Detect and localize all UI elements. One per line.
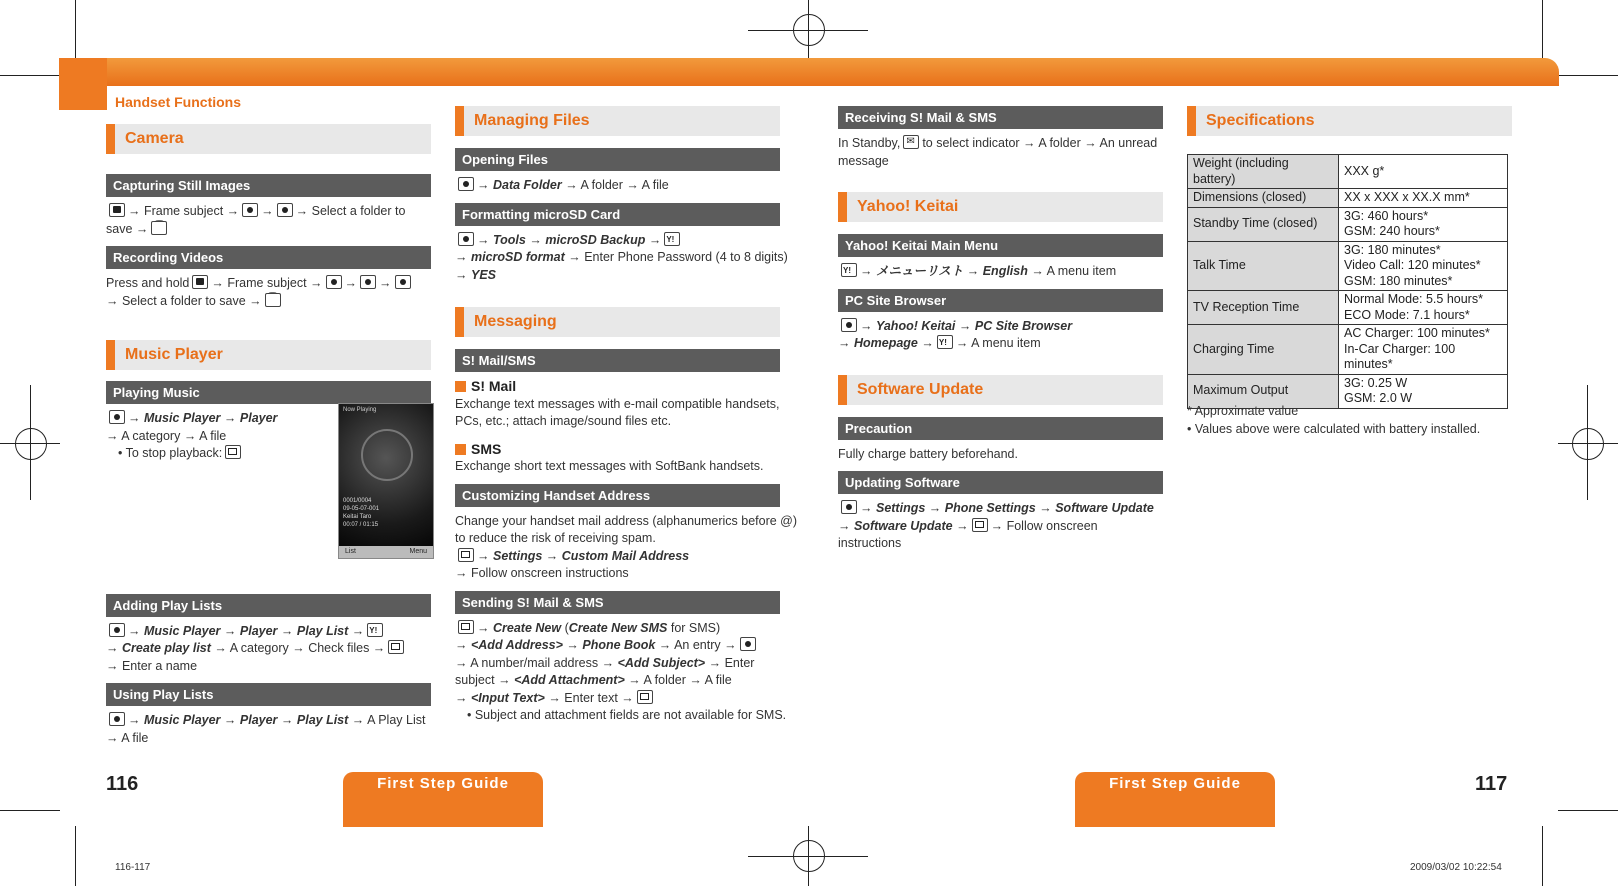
instruction-line: → <Input Text> → Enter text → bbox=[455, 690, 780, 708]
spec-value-line: 3G: 180 minutes* bbox=[1344, 242, 1441, 257]
spec-row bbox=[1188, 155, 1508, 189]
mail-key-icon bbox=[388, 640, 404, 654]
subsection-using-play-lists: Using Play Lists bbox=[106, 683, 431, 706]
instruction-line: → Settings → Custom Mail Address bbox=[455, 548, 780, 566]
file-range-label: 116-117 bbox=[115, 862, 151, 873]
instruction-note: • To stop playback: bbox=[106, 445, 431, 463]
center-key-icon bbox=[326, 275, 342, 289]
subsection-pc-site-browser: PC Site Browser bbox=[838, 289, 1163, 312]
instruction-line: → Follow onscreen instructions bbox=[455, 566, 629, 580]
center-key-icon bbox=[841, 318, 857, 332]
subsection-formatting-microsd: Formatting microSD Card bbox=[455, 203, 780, 226]
paragraph-line: Change your handset mail address (alphanumerics before @) bbox=[455, 513, 798, 528]
center-key-icon bbox=[360, 275, 376, 289]
subsection-customizing-address: Customizing Handset Address bbox=[455, 484, 780, 507]
specifications-table bbox=[1187, 154, 1508, 409]
spec-value-line: 3G: 460 hours* bbox=[1344, 208, 1429, 223]
instruction-line: → microSD format → Enter Phone Password (4 to 8 digits) bbox=[455, 250, 788, 264]
subsection-adding-play-lists: Adding Play Lists bbox=[106, 594, 431, 617]
mail-key-icon bbox=[972, 518, 988, 532]
crop-mark bbox=[1558, 75, 1618, 76]
spec-value bbox=[1339, 325, 1508, 375]
instruction-line: → Enter a name bbox=[106, 658, 198, 673]
spec-value-line: In-Car Charger: 100 minutes* bbox=[1344, 341, 1456, 371]
subsection-updating-software: Updating Software bbox=[838, 471, 1163, 494]
instruction-line: → Tools → microSD Backup →Y! bbox=[455, 232, 780, 250]
page-number-left: 116 bbox=[106, 773, 139, 795]
spec-note: • Values above were calculated with battery installed. bbox=[1187, 421, 1481, 436]
header-tab bbox=[59, 58, 107, 110]
instruction-line: → Music Player → Player → Play List → A Play List bbox=[106, 712, 431, 730]
instruction-line: → Homepage →Y! → A menu item bbox=[838, 335, 1163, 353]
crop-mark bbox=[1542, 826, 1543, 886]
paragraph-line: Exchange short text messages with SoftBank handsets. bbox=[455, 459, 764, 473]
track-info: 0001/0004 09-05-07-001 Keitai Taro 00:07 / 01:15 bbox=[343, 498, 380, 528]
mail-key-icon bbox=[458, 548, 474, 562]
spec-note: * Approximate value bbox=[1187, 404, 1299, 418]
center-key-icon bbox=[277, 203, 293, 217]
subsection-capturing-still: Capturing Still Images bbox=[106, 174, 431, 197]
center-key-icon bbox=[395, 275, 411, 289]
spec-value-line: XXX g* bbox=[1344, 163, 1385, 178]
instruction-line: → Settings → Phone Settings → Software Update bbox=[838, 500, 1163, 518]
page-number-right: 117 bbox=[1475, 773, 1508, 795]
spec-value bbox=[1339, 207, 1508, 241]
instruction-line: → Software Update → → Follow onscreen bbox=[838, 518, 1098, 533]
spec-label: Charging Time bbox=[1188, 325, 1339, 375]
crop-mark bbox=[0, 810, 60, 811]
subsection-receiving-mail: Receiving S! Mail & SMS bbox=[838, 106, 1163, 129]
center-key-icon bbox=[841, 500, 857, 514]
crop-mark bbox=[1558, 810, 1618, 811]
instruction-line: save →⌒ bbox=[106, 221, 431, 239]
spec-value-line: AC Charger: 100 minutes* bbox=[1344, 326, 1490, 340]
instruction-line: → Data Folder → A folder → A file bbox=[455, 177, 780, 195]
registration-mark bbox=[1572, 428, 1604, 460]
spec-value-line: 3G: 0.25 W bbox=[1344, 375, 1408, 390]
instruction-line: → Create New (Create New SMS for SMS) bbox=[455, 620, 780, 638]
spec-label: TV Reception Time bbox=[1188, 291, 1339, 325]
instruction-line: Press and hold → Frame subject → → → bbox=[106, 275, 431, 293]
mail-key-icon bbox=[458, 620, 474, 634]
registration-mark bbox=[793, 14, 825, 46]
paragraph-line: PCs, etc.; attach image/sound files etc. bbox=[455, 414, 672, 428]
spec-label: Dimensions (closed) bbox=[1188, 189, 1339, 208]
phone-screen-illustration bbox=[338, 403, 434, 559]
spec-label: Weight (including battery) bbox=[1188, 155, 1339, 189]
spec-value-line: Video Call: 120 minutes* bbox=[1344, 258, 1481, 272]
instruction-line: subject → <Add Attachment> → A folder → A file bbox=[455, 673, 732, 687]
center-key-icon bbox=[109, 410, 125, 424]
yahoo-key-icon bbox=[367, 623, 383, 637]
orange-square-icon bbox=[455, 381, 466, 392]
running-head: Handset Functions bbox=[115, 94, 242, 110]
first-step-guide-tab-left: First Step Guide bbox=[343, 772, 543, 827]
center-key-icon bbox=[458, 177, 474, 191]
column-2 bbox=[455, 106, 798, 725]
paragraph-line: Fully charge battery beforehand. bbox=[838, 446, 1018, 461]
instruction-line: → Yahoo! Keitai → PC Site Browser bbox=[838, 318, 1163, 336]
subsection-precaution: Precaution bbox=[838, 417, 1163, 440]
column-3 bbox=[838, 98, 1163, 553]
spec-value bbox=[1339, 291, 1508, 325]
spec-value bbox=[1339, 189, 1508, 208]
section-managing-files: Managing Files bbox=[455, 106, 780, 136]
print-timestamp: 2009/03/02 10:22:54 bbox=[1410, 862, 1502, 873]
spec-row bbox=[1188, 291, 1508, 325]
center-key-icon bbox=[242, 203, 258, 217]
instruction-line: → YES bbox=[455, 267, 496, 282]
yahoo-key-icon bbox=[841, 263, 857, 277]
spec-value-line: XX x XXX x XX.X mm* bbox=[1344, 190, 1470, 204]
orange-square-icon bbox=[455, 444, 466, 455]
section-music-player: Music Player bbox=[106, 340, 431, 370]
music-disc-graphic bbox=[361, 429, 413, 481]
spec-value-line: GSM: 180 minutes* bbox=[1344, 273, 1453, 288]
instruction-line: → A number/mail address → <Add Subject> → Enter bbox=[455, 655, 755, 670]
yahoo-key-icon bbox=[937, 335, 953, 349]
crop-mark bbox=[75, 0, 76, 60]
spec-row bbox=[1188, 189, 1508, 208]
subsection-smail-sms: S! Mail/SMS bbox=[455, 349, 780, 372]
center-key-icon bbox=[458, 232, 474, 246]
instruction-line: → A file bbox=[106, 730, 149, 745]
spec-label: Standby Time (closed) bbox=[1188, 207, 1339, 241]
section-messaging: Messaging bbox=[455, 307, 780, 337]
mail-key-icon bbox=[225, 445, 241, 459]
column-4 bbox=[1187, 106, 1512, 136]
instruction-line: → Music Player → Player → Play List →Y! bbox=[106, 623, 431, 641]
instruction-line: instructions bbox=[838, 536, 902, 550]
spec-value-line: GSM: 240 hours* bbox=[1344, 224, 1440, 238]
spec-value bbox=[1339, 241, 1508, 291]
camera-key-icon bbox=[109, 203, 125, 217]
spec-label: Maximum Output bbox=[1188, 374, 1339, 408]
instruction-line: message bbox=[838, 153, 889, 168]
paragraph-line: Exchange text messages with e-mail compatible handsets, bbox=[455, 396, 780, 411]
subsection-opening-files: Opening Files bbox=[455, 148, 780, 171]
first-step-guide-tab-right: First Step Guide bbox=[1075, 772, 1275, 827]
instruction-line: → A category → A file bbox=[106, 428, 227, 443]
spec-value-line: Normal Mode: 5.5 hours* bbox=[1344, 292, 1483, 306]
heading-sms: SMS bbox=[455, 441, 780, 459]
now-playing-label: Now Playing bbox=[343, 407, 377, 413]
instruction-line: → Frame subject → → → Select a folder to bbox=[106, 203, 431, 221]
subsection-sending-mail: Sending S! Mail & SMS bbox=[455, 591, 780, 614]
spec-value-line: ECO Mode: 7.1 hours* bbox=[1344, 307, 1470, 322]
center-key-icon bbox=[109, 623, 125, 637]
crop-mark bbox=[0, 75, 60, 76]
section-yahoo-keitai: Yahoo! Keitai bbox=[838, 192, 1163, 222]
paragraph-line: to reduce the risk of receiving spam. bbox=[455, 531, 656, 545]
crop-mark bbox=[1542, 0, 1543, 60]
end-key-icon bbox=[151, 221, 167, 235]
instruction-line: → Music Player → Player bbox=[106, 410, 431, 428]
section-specifications: Specifications bbox=[1187, 106, 1512, 136]
instruction-line: In Standby,✉ to select indicator → A folder → An unread bbox=[838, 135, 1163, 153]
yahoo-key-icon bbox=[664, 232, 680, 246]
mail-key-icon bbox=[637, 690, 653, 704]
spec-row bbox=[1188, 207, 1508, 241]
heading-smail: S! Mail bbox=[455, 378, 780, 396]
section-software-update: Software Update bbox=[838, 375, 1163, 405]
crop-mark bbox=[75, 826, 76, 886]
softkey-bar: List Menu bbox=[339, 546, 433, 558]
center-key-icon bbox=[740, 637, 756, 651]
spec-value bbox=[1339, 155, 1508, 189]
instruction-line: → Create play list → A category → Check files → bbox=[106, 640, 431, 658]
subsection-recording-videos: Recording Videos bbox=[106, 246, 431, 269]
spec-label: Talk Time bbox=[1188, 241, 1339, 291]
subsection-playing-music: Playing Music bbox=[106, 381, 431, 404]
spec-value-line: GSM: 2.0 W bbox=[1344, 391, 1413, 405]
camera-key-icon bbox=[192, 275, 208, 289]
registration-mark bbox=[15, 428, 47, 460]
subsection-yahoo-main-menu: Yahoo! Keitai Main Menu bbox=[838, 234, 1163, 257]
mail-indicator-key-icon bbox=[903, 135, 919, 149]
spec-row bbox=[1188, 325, 1508, 375]
instruction-line: Y!→ メニューリスト → English → A menu item bbox=[838, 263, 1163, 281]
header-bar bbox=[107, 58, 1559, 86]
instruction-note: • Subject and attachment fields are not available for SMS. bbox=[467, 708, 787, 722]
registration-mark bbox=[793, 840, 825, 872]
instruction-line: → <Add Address> → Phone Book → An entry → bbox=[455, 637, 780, 655]
spec-row bbox=[1188, 241, 1508, 291]
center-key-icon bbox=[109, 712, 125, 726]
section-camera: Camera bbox=[106, 124, 431, 154]
end-key-icon bbox=[265, 293, 281, 307]
spec-notes bbox=[1187, 403, 1512, 438]
instruction-line: → Select a folder to save →⌒ bbox=[106, 293, 431, 311]
